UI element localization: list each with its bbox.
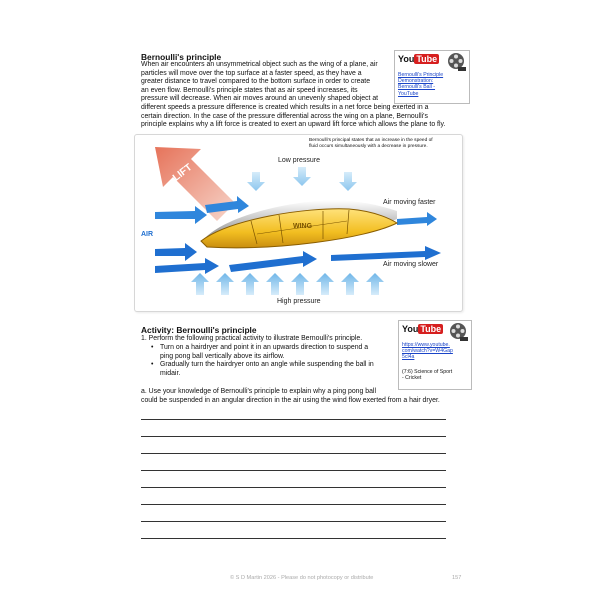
video-caption (402, 369, 452, 381)
activity-question (141, 388, 471, 405)
lift-label: LIFT (171, 162, 195, 184)
answer-line[interactable] (141, 453, 446, 454)
video-link-line: Bernoulli's Principle (398, 72, 444, 78)
paragraph-line: an even flow. Bernoulli's principle states that as air speed increases, its (141, 86, 358, 94)
activity-bullets (141, 344, 401, 378)
video-link-box[interactable] (398, 320, 472, 390)
youtube-logo (402, 324, 443, 334)
bullet-line: midair. (160, 369, 181, 377)
paragraph-line: different speeds a pressure difference is created which results in a net force being exerted in a (141, 103, 429, 111)
question-line: could be suspended in an angular direction in the air using the wind flow exerted from a hair dryer. (141, 396, 440, 404)
paragraph-line: pressure will decrease. When air moves around an unevenly shaped object at (141, 95, 379, 103)
video-link-line: Demonstration: (398, 78, 434, 85)
paragraph-line: principle explains why a lift force is created to exert an upward lift force which allows the plane to fly. (141, 121, 446, 129)
caption-line: fluid occurs simultaneously with a decrease in pressure. (309, 143, 428, 149)
answer-line[interactable] (141, 538, 446, 539)
answer-line[interactable] (141, 521, 446, 522)
question-line: a. Use your knowledge of Bernoulli's principle to explain why a ping pong ball (141, 388, 376, 395)
paragraph-line: greater distance to travel compared to the bottom surface in order to create (141, 78, 371, 86)
video-link-line: 5cl4a (402, 354, 415, 361)
bullet-line: ping pong ball vertically above its airflow. (160, 352, 285, 360)
bullet-line: • Turn on a hairdryer and point it in an upwards direction to suspend a (160, 344, 369, 351)
paragraph-line: certain direction. In the case of the pressure differential across the wing on a plane, Bernoulli's (141, 112, 428, 120)
wing-label: WING (293, 223, 313, 230)
low-pressure-arrows (247, 167, 357, 191)
answer-line[interactable] (141, 419, 446, 420)
paragraph-line: When air encounters an unsymmetrical object such as the wing of a plane, air (141, 61, 378, 68)
bullet-item (160, 361, 401, 378)
video-link[interactable] (398, 72, 443, 97)
answer-line[interactable] (141, 436, 446, 437)
low-pressure-label: Low pressure (278, 157, 321, 164)
bullet-line: • Gradually turn the hairdryer onto an angle while suspending the ball in (160, 361, 374, 369)
answer-line[interactable] (141, 504, 446, 505)
video-link-line: https://www.youtube. (402, 342, 450, 348)
caption-line: (7:6) Science of Sport (402, 369, 453, 375)
diagram-caption (309, 138, 459, 150)
air-slower-label: Air moving slower (383, 261, 439, 268)
film-reel-icon (445, 52, 467, 72)
video-link-line: Bernoulli's Ball - (398, 84, 436, 91)
high-pressure-label: High pressure (277, 298, 321, 305)
video-link[interactable] (402, 342, 453, 361)
answer-line[interactable] (141, 470, 446, 471)
high-pressure-arrows (191, 273, 384, 295)
slow-air-arrows (155, 243, 441, 274)
film-reel-icon (447, 322, 469, 342)
air-faster-label: Air moving faster (383, 199, 436, 206)
video-link-line: com/watch?v=W4Gap (402, 348, 453, 355)
paragraph-line: particles will move over the top surface at a faster speed, as they have a (141, 69, 362, 77)
air-label: AIR (141, 231, 154, 238)
activity-title: Activity: Bernoulli's principle (141, 325, 257, 335)
caption-line: - Cricket (402, 375, 422, 382)
page-number: 157 (452, 575, 462, 581)
youtube-logo-you: You (398, 54, 415, 64)
youtube-logo-you: You (402, 324, 419, 334)
activity-step1: 1. Perform the following practical activity to illustrate Bernoulli's principle. (141, 335, 363, 342)
video-link-box[interactable] (394, 50, 470, 104)
youtube-logo-tube: Tube (416, 54, 438, 64)
answer-line[interactable] (141, 487, 446, 488)
bernoulli-diagram (134, 134, 463, 312)
bullet-item (160, 344, 401, 361)
youtube-logo-tube: Tube (420, 324, 442, 334)
youtube-logo (398, 54, 439, 64)
copyright-footer: © S D Martin 2026 - Please do not photocopy or distribute (230, 575, 374, 581)
section-title: Bernoulli's principle (141, 52, 222, 62)
video-link-line: YouTube (398, 90, 419, 97)
caption-line: Bernoulli's principal states that an increase in the speed of (309, 138, 433, 143)
